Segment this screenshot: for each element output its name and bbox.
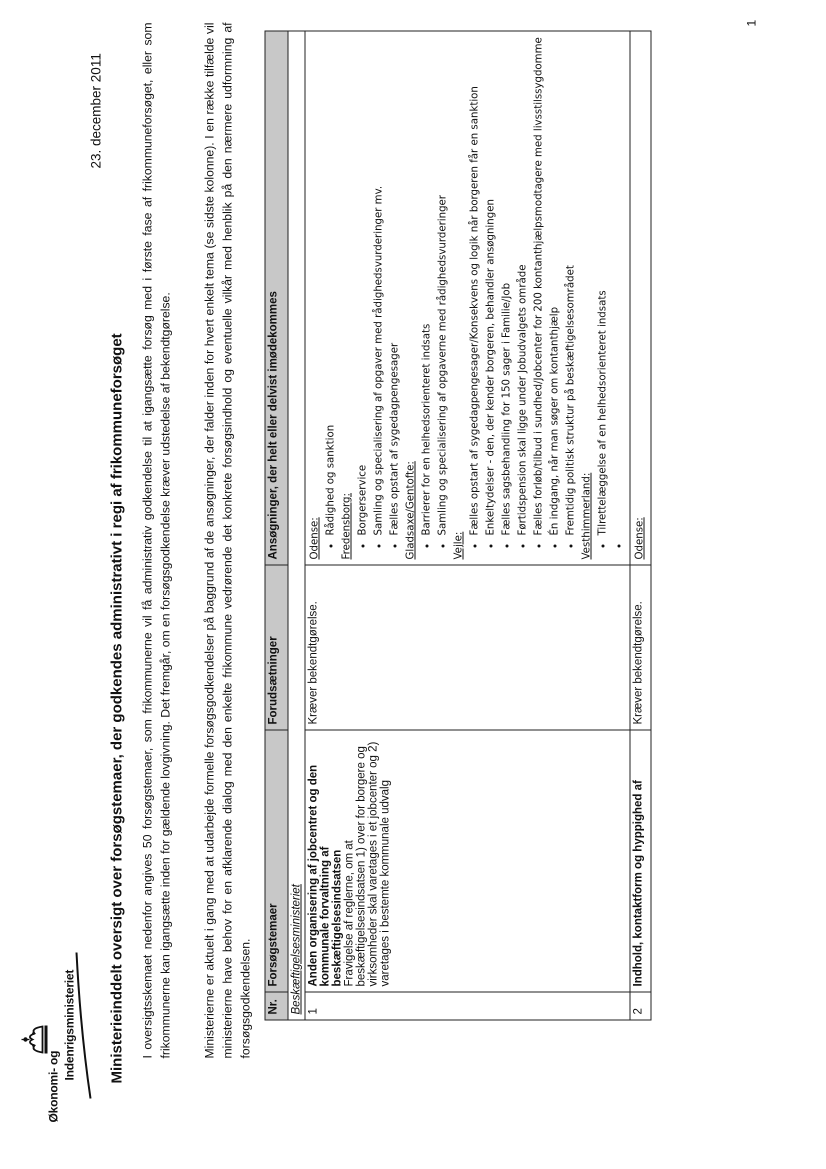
municipality-vejle: Vejle: <box>453 531 465 560</box>
prerequisite-cell: Kræver bekendtgørelse. <box>630 565 651 730</box>
list-item: • Samling og specialisering af opgaver med rådighedsvurderinger mv. <box>372 37 388 536</box>
header-tema: Forsøgstemaer <box>265 730 288 992</box>
gladsaxe-list <box>420 37 452 560</box>
list-item: • Fælles forløb/tilbud i sundhed/Jobcenter for 200 kontanthjælpsmodtagere med livsstilssygdomme <box>532 37 548 536</box>
list-item: • Fremtidig politisk struktur på beskæftigelsesområdet <box>564 37 580 536</box>
intro-paragraph-1: I oversigtsskemaet nedenfor angives 50 forsøgstemaer, som frikommunerne vil få administrativ godkendelse til at igangsætte forsøg med i første fase af frikommuneforsøget, eller som frikommunerne kan igangsætte inden for gældende lovgivning. Det fremgår, om en forsøgsgodkendelse kræver udstedelse af bekendtgørelse. <box>140 22 173 1059</box>
rotated-page <box>1 0 826 1169</box>
vejle-list <box>468 37 580 560</box>
municipality-odense: Odense: <box>634 517 646 560</box>
crown-icon <box>21 1023 49 1057</box>
applications-cell <box>305 31 630 565</box>
theme-title: Indhold, kontaktform og hyppighed af <box>632 780 645 987</box>
header-forudsaetninger: Forudsætninger <box>265 565 288 730</box>
fredensborg-list <box>356 37 404 560</box>
vesthimmerland-list <box>596 37 628 560</box>
list-item: • Én indgang, når man søger om kontanthjælp <box>548 37 564 536</box>
theme-description: Fravigelse af reglerne, om at beskæftigelsesindsatsen 1) over for borgere og virksomheder skal varetages i et jobcenter og 2) varetages i bestemte kommunale udvalg <box>343 741 392 987</box>
ministry-row <box>288 31 305 1020</box>
table-header-row <box>265 31 288 1020</box>
intro-paragraph-2: Ministerierne er aktuelt i gang med at udarbejde formelle forsøgsgodkendelser på baggrund af de ansøgninger, der falder inden for hvert enkelt tema (se sidste kolonne). I en række tilfælde vil ministerierne have behov for en afklarende dialog med den enkelte frikommune vedrørende det konkrete forsøgsindhold og eventuelle vilkår med henblik på den nærmere udformning af forsøgsgodkendelsen. <box>202 22 253 1059</box>
row-number: 2 <box>630 992 651 1020</box>
page-number: 1 <box>744 19 759 27</box>
list-item: • Tilrettelæggelse af en helhedsorienteret indsats <box>596 37 612 536</box>
theme-cell <box>305 730 630 992</box>
municipality-fredensborg: Fredensborg: <box>341 493 353 560</box>
logo-swoosh <box>75 951 95 1101</box>
list-item: • Barrierer for en helhedsorienteret indsats <box>420 37 436 536</box>
table-row <box>630 31 651 1020</box>
table-row <box>305 31 630 1020</box>
municipality-gladsaxe-gentofte: Gladsaxe/Gentofte: <box>405 461 417 560</box>
logo-line1: Økonomi- og <box>46 1050 61 1123</box>
list-item: • Førtidspension skal ligge under Jobudvalgets område <box>516 37 532 536</box>
logo-line2: Indenrigsministeriet <box>62 969 77 1081</box>
municipality-vesthimmerland: Vesthimmerland: <box>581 472 593 560</box>
list-item-empty <box>612 37 628 536</box>
list-item: • Fælles opstart af sygedagpengesager/Konsekvens og logik når borgeren får en sanktion <box>468 37 484 536</box>
row-number: 1 <box>305 992 630 1020</box>
list-item: • Enkeltydelser - den, der kender borgeren, behandler ansøgningen <box>484 37 500 536</box>
list-item: • Borgerservice <box>356 37 372 536</box>
list-item: • Rådighed og sanktion <box>324 37 340 536</box>
list-item: • Fælles sagsbehandling for 150 sager i Familie/Job <box>500 37 516 536</box>
theme-cell <box>630 730 651 992</box>
theme-title: Anden organisering af jobcentret og den kommunale forvaltning af beskæftigelsesindsatsen <box>307 764 344 987</box>
ministry-name: Beskæftigelsesministeriet <box>288 31 305 1020</box>
list-item: • Samling og specialisering af opgaverne med rådighedsvurderinger <box>436 37 452 536</box>
prerequisite-cell: Kræver bekendtgørelse. <box>305 565 630 730</box>
header-ansoegninger: Ansøgninger, der helt eller delvist imødekommes <box>265 31 288 565</box>
applications-cell <box>630 31 651 565</box>
trial-themes-table <box>265 31 652 1021</box>
list-item: • Fælles opstart af sygedagpengesager <box>388 37 404 536</box>
odense-list <box>324 37 340 560</box>
page-title: Ministerieinddelt oversigt over forsøgstemaer, der godkendes administrativt i regi af frikommuneforsøget <box>108 333 126 1084</box>
document-date: 23. december 2011 <box>88 53 104 169</box>
header-nr: Nr. <box>265 992 288 1020</box>
ministry-logo <box>17 969 87 1141</box>
municipality-odense: Odense: <box>309 517 321 560</box>
